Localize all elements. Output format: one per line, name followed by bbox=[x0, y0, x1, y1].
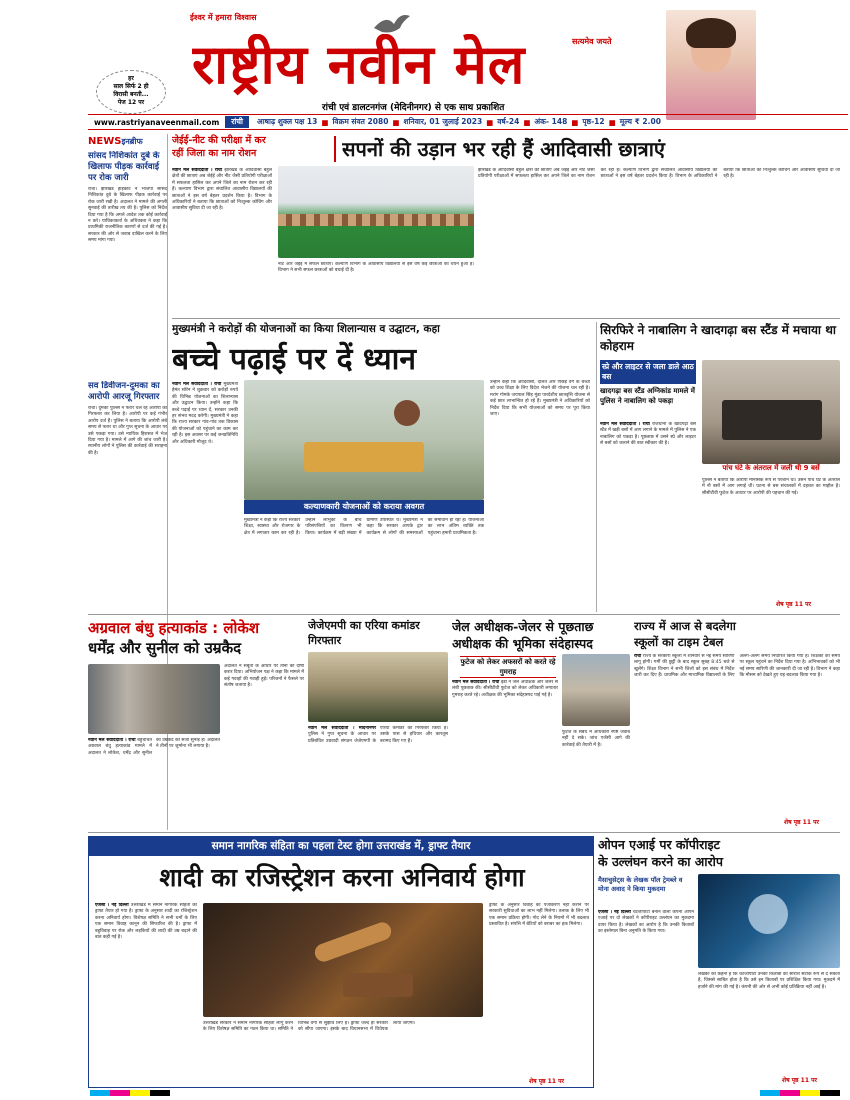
jjmp-headline[interactable]: जेजेएमपी का एरिया कमांडर गिरफ्तार bbox=[308, 619, 420, 647]
bus-sub1: स्प्रे और लाइटर से जला डाले आठ बस bbox=[600, 360, 696, 384]
brief-body: रांची। झारखंड हाईकोर्ट ने भाजपा सांसद निशिकांत दुबे के खिलाफ पीड़क कार्रवाई पर रोक जारी रखी है। अदालत ने मामले की अगली सुनवाई की तारीख तय की है। पुलिस को निर्देश दिया गया है कि अगले आदेश तक कोई कार्रवाई न करे। याचिकाकर्ता के अधिवक्ता ने कहा कि प्राथमिकी राजनीतिक कारणों से दर्ज की गई है। सरकार की ओर से जवाब दाखिल करने के लिए समय मांगा गया। bbox=[88, 187, 167, 244]
masthead bbox=[0, 0, 850, 138]
openai-body-text: चैटजीपीटी बनाने वाली कंपनी ओपन एआई पर दो लेखकों ने कॉपीराइट उल्लंघन का मुकदमा दायर किया है। लेखकों का आरोप है कि उनकी किताबों का इस्तेमाल बिना अनुमति के किया गया। bbox=[598, 910, 694, 935]
story-timetable bbox=[634, 618, 840, 830]
agrawal-byline: नवीन मेल संवाददाता । रांची bbox=[88, 738, 136, 743]
registration-bar bbox=[90, 1090, 170, 1096]
info-item: वर्ष-24 bbox=[497, 117, 520, 126]
bus-sub2: खादगढ़ा बस स्टैंड अग्निकांड मामले में पुलिस ने नाबालिग को पकड़ा bbox=[600, 387, 695, 405]
story-ucc bbox=[88, 836, 594, 1088]
neet-kicker-line: रहीं जिला का नाम रोशन bbox=[172, 148, 257, 159]
info-item: विक्रम संवत 2080 bbox=[332, 117, 389, 126]
city-badge: रांची bbox=[225, 116, 249, 128]
row2-rule bbox=[88, 614, 840, 615]
brief-label: इनब्रीफ bbox=[121, 137, 143, 146]
story-bus bbox=[600, 322, 840, 612]
jail-byline: नवीन मेल संवाददाता । रांची bbox=[452, 680, 500, 685]
info-item: शनिवार, 01 जुलाई 2023 bbox=[403, 117, 483, 126]
portrait-ad-image bbox=[666, 10, 756, 120]
cm-caption: कल्याणकारी योजनाओं को कराया अवगत bbox=[244, 500, 484, 514]
ucc-headline[interactable]: शादी का रजिस्ट्रेशन करना अनिवार्य होगा bbox=[159, 863, 525, 892]
openai-body bbox=[598, 910, 694, 1086]
cm-body-right: उन्होंने कहा कि आदिवासी, दलित और पिछड़े वर्ग के बच्चों को उच्च शिक्षा के लिए विदेश भेजने की योजना चल रही है। मरांग गोमके जयपाल सिंह मुंडा पारदेशीय छात्रवृत्ति योजना से कई छात्र लाभान्वित हो रहे हैं। मुख्यमंत्री ने अधिकारियों को निर्देश दिया कि सभी योजनाओं को समय पर पूरा किया जाए। bbox=[490, 380, 590, 418]
info-item: मूल्य ₹ 2.00 bbox=[619, 117, 661, 126]
jail-body bbox=[452, 680, 558, 826]
bus-headline[interactable]: सिरफिरे ने नाबालिग ने खादगढ़ा बस स्टैंड में मचाया था कोहराम bbox=[600, 323, 836, 353]
ucc-body: एजेंसी । नई दिल्ली उत्तराखंड में समान नागरिक संहिता का ड्राफ्ट तैयार हो गया है। ड्राफ्ट के अनुसार शादी का रजिस्ट्रेशन करना अनिवार्य होगा। विशेषज्ञ समिति ने सभी धर्मों के लिए एक समान विवाह कानून की सिफारिश की है। ड्राफ्ट में बहुविवाह पर रोक और लड़कियों की शादी की उम्र बढ़ाने की बात कही गई है। bbox=[95, 903, 197, 941]
agrawal-body bbox=[88, 738, 220, 828]
site-url[interactable]: www.rastriyanaveenmail.com bbox=[94, 117, 220, 127]
masthead-tagline: सत्यमेव जयते bbox=[572, 37, 612, 46]
bus-body-text: राजधानी के खादगढ़ा बस स्टैंड में खड़ी बसों में आग लगाने के मामले में पुलिस ने एक नाबालिग को पकड़ा है। पूछताछ में उसने स्प्रे और लाइटर से बसों को जलाने की बात स्वीकार की है। bbox=[600, 422, 696, 447]
bus-fire-photo bbox=[702, 360, 840, 464]
jail-body-text: ईडी ने जेल अधीक्षक और जेलर से लंबी पूछताछ की। सीसीटीवी फुटेज को लेकर अधिकारी लगातार गुमराह करते रहे। अधीक्षक की भूमिका संदेहास्पद पाई गई है। bbox=[452, 680, 558, 698]
neet-headline[interactable]: सपनों की उड़ान भर रही हैं आदिवासी छात्राएं bbox=[342, 137, 665, 161]
jail-building-photo bbox=[562, 654, 630, 726]
neet-students-photo bbox=[278, 166, 474, 258]
timetable-headline-2[interactable]: स्कूलों का टाइम टेबल bbox=[634, 635, 724, 649]
jjmp-arrest-photo bbox=[308, 652, 448, 722]
jail-headline-1[interactable]: जेल अधीक्षक-जेलर से पूछताछ bbox=[452, 619, 594, 634]
neet-body bbox=[172, 168, 272, 314]
row3-rule bbox=[88, 832, 840, 833]
neet-body-text: झारखंड के आदिवासी बहुल क्षेत्रों की छात्राएं अब जेईई और नीट जैसी प्रतियोगी परीक्षाओं में सफलता हासिल कर अपने जिले का नाम रोशन कर रही हैं। कल्याण विभाग द्वारा संचालित आवासीय विद्यालयों की छात्राओं ने इस वर्ष बेहतर प्रदर्शन किया है। विभाग के अधिकारियों ने बताया कि छात्राओं को निःशुल्क कोचिंग और आवासीय सुविधा दी जा रही है। bbox=[172, 168, 272, 212]
cm-body bbox=[172, 382, 238, 608]
openai-body-right: लेखकों का कहना है कि चैटजीपीटी उनकी किताबों का सारांश सटीक रूप से दे सकता है, जिससे साबित होता है कि उसे इन किताबों पर प्रशिक्षित किया गया। मुकदमे में हर्जाने की मांग की गई है। कंपनी की ओर से अभी कोई प्रतिक्रिया नहीं आई है। bbox=[698, 972, 840, 990]
timetable-body: रांची राज्य के सरकारी स्कूलों में शनिवार से नई समय सारिणी लागू होगी। गर्मी की छुट्टी के बाद स्कूल सुबह 8:45 बजे से खुलेंगे। शिक्षा विभाग ने सभी जिलों को इस संबंध में निर्देश जारी कर दिए हैं। प्राथमिक और माध्यमिक विद्यालयों के लिए अलग-अलग समय निर्धारित किया गया है। शिक्षकों को समय पर स्कूल पहुंचने का निर्देश दिया गया है। अभिभावकों को भी नई समय सारिणी की जानकारी दी जा रही है। विभाग ने कहा कि मौसम को देखते हुए यह बदलाव किया गया है। bbox=[634, 654, 840, 679]
masthead-subtitle: रांची एवं डालटनगंज (मेदिनीनगर) से एक साथ प्रकाशित bbox=[322, 103, 505, 113]
jail-body-right: फुटेज के संबंध में अधिकारी स्पष्ट जवाब नहीं दे सके। जांच एजेंसी आगे की कार्रवाई की तैयारी में है। bbox=[562, 730, 630, 748]
timetable-body-text: राज्य के सरकारी स्कूलों में शनिवार से नई समय सारिणी लागू होगी। गर्मी की छुट्टी के बाद स्कूल सुबह 8:45 बजे से खुलेंगे। bbox=[634, 654, 735, 672]
agrawal-body-right: अदालत ने सबूतों के आधार पर तीनों को दोषी करार दिया। अभियोजन पक्ष ने कहा कि मामले में कई गवाहों की गवाही हुई। परिजनों ने फैसले पर संतोष जताया है। bbox=[224, 664, 304, 689]
cm-byline: नवीन मेल संवाददाता । रांची bbox=[172, 382, 222, 387]
column-divider bbox=[596, 322, 597, 612]
ucc-gavel-photo bbox=[203, 903, 483, 1017]
openai-byline: एजेंसी । नई दिल्ली bbox=[598, 910, 631, 915]
ucc-continued[interactable]: शेष पृष्ठ 11 पर bbox=[529, 1078, 564, 1085]
bus-body-right: पुलिस ने बताया कि आरोपी मानसिक रूप से परेशान था। उसने पांच घंटे के अंतराल में नौ बसों में आग लगाई थी। घटना से बस संचालकों में दहशत का माहौल है। सीसीटीवी फुटेज के आधार पर आरोपी की पहचान की गई। bbox=[702, 478, 840, 496]
agrawal-headline-2[interactable]: धर्मेंद्र और सुनील को उम्रकैद bbox=[88, 639, 242, 657]
openai-headline-1[interactable]: ओपन एआई पर कॉपीराइट bbox=[598, 837, 720, 852]
neet-kicker-line: जेईई-नीट की परीक्षा में कर bbox=[172, 135, 266, 146]
openai-headline-2[interactable]: के उल्लंघन करने का आरोप bbox=[598, 854, 724, 869]
openai-robot-photo bbox=[698, 874, 840, 968]
ucc-body-text: उत्तराखंड में समान नागरिक संहिता का ड्राफ्ट तैयार हो गया है। ड्राफ्ट के अनुसार शादी का रजिस्ट्रेशन करना अनिवार्य होगा। विशेषज्ञ समिति ने सभी धर्मों के लिए एक समान विवाह कानून की सिफारिश की है। bbox=[95, 903, 197, 928]
story-jail bbox=[452, 618, 630, 830]
story-neet bbox=[172, 134, 840, 314]
section-rule bbox=[172, 318, 840, 319]
jjmp-body bbox=[308, 726, 448, 826]
info-bar: www.rastriyanaveenmail.com रांची आषाढ़ शुक्ल पक्ष 13 ■ विक्रम संवत 2080 ■ शनिवार, 01 जुलाई 2023 ■ वर्ष-24 ■ अंक- 148 ■ पृष्ठ-12 ■ मूल्य ₹ 2.00 bbox=[88, 114, 848, 130]
jjmp-byline: नवीन मेल संवाददाता । मेदिनीनगर bbox=[308, 726, 376, 731]
registration-bar bbox=[760, 1090, 840, 1096]
promo-badge[interactable] bbox=[96, 70, 166, 114]
timetable-continued[interactable]: शेष पृष्ठ 11 पर bbox=[784, 819, 819, 826]
story-agrawal bbox=[88, 618, 304, 830]
promo-line: साल सिर्फ 2 ही bbox=[113, 83, 149, 90]
cm-kicker: मुख्यमंत्री ने करोड़ों की योजनाओं का किया शिलान्यास व उद्घाटन, कहा bbox=[172, 323, 440, 335]
brief-headline[interactable]: सव डिवीजन-दुमका का आरोपी आरजू गिरफ्तार bbox=[88, 381, 160, 402]
cm-event-photo bbox=[244, 380, 484, 500]
story-jjmp bbox=[308, 618, 448, 830]
brief-headline[interactable]: सांसद निशिकांत दुबे के खिलाफ पीड़क कार्रवाई पर रोक जारी bbox=[88, 151, 160, 183]
neet-kicker bbox=[172, 134, 330, 160]
agrawal-accused-photo bbox=[88, 664, 220, 734]
openai-continued[interactable]: शेष पृष्ठ 11 पर bbox=[782, 1077, 817, 1084]
cm-body-cont: मुख्यमंत्री ने कहा कि राज्य सरकार शिक्षा, स्वास्थ्य और रोजगार के क्षेत्र में लगातार काम कर रही है। उन्होंने लाभुकों के बीच परिसंपत्तियों का वितरण भी किया। कार्यक्रम में बड़ी संख्या में ग्रामीण उपस्थित थे। मुख्यमंत्री ने कहा कि सरकार आपके द्वार कार्यक्रम से लोगों की समस्याओं का समाधान हो रहा है। योजनाओं का लाभ अंतिम व्यक्ति तक पहुंचाना हमारी प्राथमिकता है। bbox=[244, 518, 484, 536]
info-item: आषाढ़ शुक्ल पक्ष 13 bbox=[257, 117, 318, 126]
agrawal-headline-1[interactable]: अग्रवाल बंधु हत्याकांड : लोकेश bbox=[88, 619, 260, 637]
cm-body-text: मुख्यमंत्री हेमंत सोरेन ने शुक्रवार को करोड़ों रुपये की विभिन्न योजनाओं का शिलान्यास और उद्घाटन किया। उन्होंने कहा कि बच्चे पढ़ाई पर ध्यान दें, सरकार उनकी हर संभव मदद करेगी। मुख्यमंत्री ने कहा कि राज्य सरकार गांव-गांव तक विकास की योजनाओं को पहुंचाने का काम कर रही है। इस अवसर पर कई जनप्रतिनिधि और अधिकारी मौजूद थे। bbox=[172, 382, 238, 445]
jjmp-body-text: पुलिस ने गुप्त सूचना के आधार पर प्रतिबंधित उग्रवादी संगठन जेजेएमपी के एरिया कमांडर को गिरफ्तार किया है। उसके पास से हथियार और कारतूस बरामद किए गए हैं। bbox=[308, 726, 448, 744]
timetable-byline: रांची bbox=[634, 654, 642, 659]
bus-body bbox=[600, 422, 696, 610]
info-item: पृष्ठ-12 bbox=[582, 117, 605, 126]
neet-body-cont: झारखंड के आदिवासी बहुल क्षेत्रों की छात्राएं अब जेईई और नीट जैसी प्रतियोगी परीक्षाओं में सफलता हासिल कर अपने जिले का नाम रोशन कर रही हैं। कल्याण विभाग द्वारा संचालित आवासीय विद्यालयों की छात्राओं ने इस वर्ष बेहतर प्रदर्शन किया है। विभाग के अधिकारियों ने बताया कि छात्राओं को निःशुल्क कोचिंग और आवासीय सुविधा दी जा रही है। bbox=[478, 168, 840, 180]
neet-byline: नवीन मेल संवाददाता । रांची bbox=[172, 168, 223, 173]
news-brief-label bbox=[88, 136, 167, 147]
story-cm bbox=[172, 322, 592, 612]
jail-sub: फुटेज को लेकर अफसरों को करते रहे गुमराह bbox=[460, 658, 556, 676]
bus-continued[interactable]: शेष पृष्ठ 11 पर bbox=[776, 601, 811, 608]
ucc-body-right: ड्राफ्ट के अनुसार विवाह का पंजीकरण नहीं कराने पर सरकारी सुविधाओं का लाभ नहीं मिलेगा। तलाक के लिए भी एक समान प्रक्रिया होगी। गोद लेने के नियमों में भी बदलाव प्रस्तावित है। संपत्ति में बेटियों को बराबर का हक मिलेगा। bbox=[489, 903, 589, 928]
timetable-headline-1[interactable]: राज्य में आज से बदलेगा bbox=[634, 619, 736, 633]
bus-byline: नवीन मेल संवाददाता । रांची bbox=[600, 422, 650, 427]
agrawal-body-text: बहुचर्चित अग्रवाल बंधु हत्याकांड मामले में अदालत ने लोकेश, धर्मेंद्र और सुनील को उम्रकैद की सजा सुनाई है। अदालत ने तीनों पर जुर्माना भी लगाया है। bbox=[88, 738, 220, 756]
masthead-left-top: ईश्वर में हमारा विश्वास bbox=[190, 13, 257, 22]
brief-body: रांची। दुमका पुलिस ने फरार चल रहे आरोपी को गिरफ्तार कर लिया है। आरोपी पर कई गंभीर आरोप दर्ज हैं। पुलिस ने बताया कि आरोपी लंबे समय से फरार था और गुप्त सूचना के आधार पर उसे पकड़ा गया। उसे न्यायिक हिरासत में भेज दिया गया है। मामले में आगे की जांच जारी है। स्थानीय लोगों ने पुलिस की कार्रवाई की सराहना की है। bbox=[88, 406, 167, 456]
ucc-byline: एजेंसी । नई दिल्ली bbox=[95, 903, 129, 908]
promo-line: पेज 12 पर bbox=[117, 99, 145, 106]
openai-sub: मैसाचुसेट्स के लेखक पॉल ट्रेमब्ले व मोना अवाद ने किया मुकदमा bbox=[598, 876, 683, 893]
neet-caption: नीट और जेईई में सफल छात्राएं। कल्याण विभाग के आवासीय विद्यालयों से इस वर्ष कई छात्राओं का चयन हुआ है। विभाग ने सभी सफल छात्राओं को बधाई दी है। bbox=[278, 262, 474, 274]
promo-line: विरासी बनती... bbox=[113, 91, 149, 98]
news-label: NEWS bbox=[88, 136, 122, 147]
masthead-title: राष्ट्रीय नवीन मेल bbox=[192, 34, 526, 96]
ucc-kicker: समान नागरिक संहिता का पहला टेस्ट होगा उत्तराखंड में, ड्राफ्ट तैयार bbox=[88, 836, 594, 856]
cm-headline[interactable]: बच्चे पढ़ाई पर दें ध्यान bbox=[172, 342, 417, 377]
promo-line: हर bbox=[128, 75, 134, 82]
ucc-body-cont: उत्तराखंड सरकार ने समान नागरिक संहिता लागू करने के लिए विशेषज्ञ समिति का गठन किया था। समिति ने विभिन्न वर्गों से सुझाव लिए हैं। ड्राफ्ट जल्द ही सरकार को सौंपा जाएगा। इसके बाद विधानसभा में विधेयक लाया जाएगा। bbox=[203, 1021, 416, 1033]
neet-divider bbox=[334, 136, 336, 162]
info-item: अंक- 148 bbox=[534, 117, 568, 126]
jail-headline-2[interactable]: अधीक्षक की भूमिका संदेहास्पद bbox=[452, 636, 593, 651]
story-openai bbox=[598, 836, 840, 1088]
bus-photo-caption: पांच घंटे के अंतराल में जली थी 9 बसें bbox=[722, 464, 820, 472]
